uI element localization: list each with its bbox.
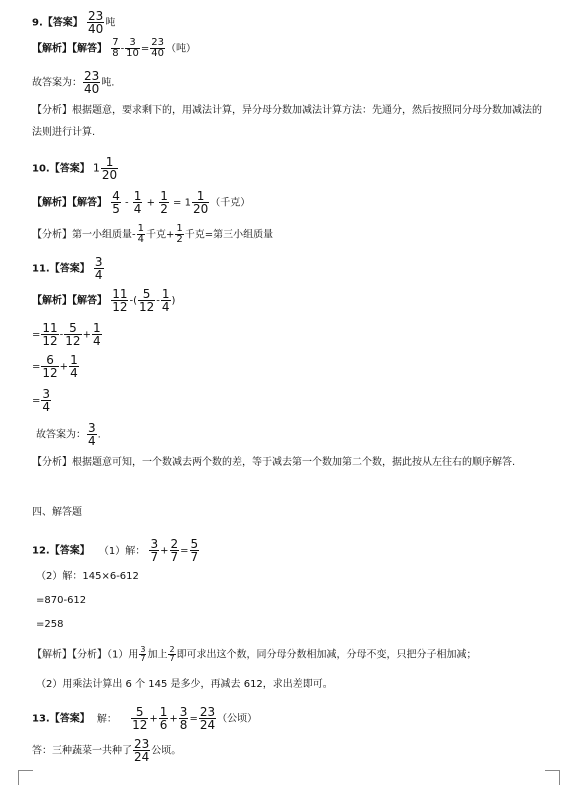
operator: =: [180, 545, 189, 557]
q11-answer-line: [32, 256, 105, 281]
operator: -: [156, 295, 160, 307]
operator: +: [82, 329, 91, 341]
fraction: $\frac{1}{4}$: [137, 223, 144, 245]
q11-analysis-line: [32, 288, 175, 313]
operator: +: [169, 713, 178, 725]
operator: -: [121, 197, 132, 209]
solve-label: 解：: [96, 713, 117, 725]
q9-analysis-line: [32, 38, 196, 59]
mixed-integer: 1: [92, 161, 100, 175]
q9-analysis-head: 【解析】【解答】: [32, 43, 107, 55]
q11-fenxi: 【分析】根据题意可知，一个数减去两个数的差，等于减去第一个数加第二个数，据此按从左往右的顺序解答.: [32, 457, 516, 468]
operator: =: [140, 43, 150, 55]
analysis-text: 【解析】【分析】（1）用: [32, 649, 139, 661]
q10-fenxi-line: [32, 224, 273, 245]
q11-so-line: [36, 422, 101, 447]
fraction: $\frac{1}{2}$: [160, 189, 168, 216]
fraction: $\frac{2}{7}$: [169, 645, 175, 663]
fenxi-text: 千克=第三小组质量: [184, 229, 274, 241]
operator: -(: [129, 295, 137, 307]
operator: = 1: [169, 197, 191, 209]
fraction: $\frac{1}{2}$: [176, 223, 183, 245]
q12-step1: =870-612: [36, 595, 87, 606]
q13-answer-head: 13.【答案】: [32, 713, 90, 725]
q10-answer-line: [32, 156, 119, 181]
section-heading: 四、解答题: [32, 507, 82, 518]
fraction: $\frac{2}{7}$: [170, 537, 179, 564]
answer-text: 答：三种蔬菜一共种了: [32, 745, 132, 757]
part-label: （1）解：: [98, 545, 146, 557]
fraction: $\frac{7}{8}$: [112, 37, 119, 59]
operator: +: [143, 197, 159, 209]
fraction: $\frac{5}{12}$: [65, 321, 81, 348]
fraction: $\frac{23}{24}$: [134, 737, 150, 764]
fraction: $\frac{23}{40}$: [151, 37, 165, 59]
q13-answer-sentence: [32, 738, 181, 763]
fraction: $\frac{4}{5}$: [112, 189, 120, 216]
q10-analysis-line: [32, 190, 250, 215]
fraction: $\frac{3}{10}$: [126, 37, 139, 59]
q12-answer-line: [32, 538, 200, 563]
q12-analysis2: （2）用乘法计算出 6 个 145 是多少，再减去 612，求出差即可。: [36, 679, 333, 690]
operator: -: [59, 329, 64, 341]
q9-answer-fraction: $\frac{23}{40}$: [87, 9, 104, 36]
unit: （千克）: [210, 197, 251, 209]
fraction: $\frac{11}{12}$: [112, 287, 128, 314]
fraction: $\frac{11}{12}$: [42, 321, 58, 348]
fenxi-text: 【分析】第一小组质量-: [32, 229, 136, 241]
q9-so-line: [32, 70, 114, 95]
so-text: 故答案为：: [32, 77, 82, 89]
fraction: $\frac{23}{40}$: [84, 69, 100, 96]
operator: +: [59, 361, 69, 373]
q12-answer-head: 12.【答案】: [32, 545, 90, 557]
fraction: $\frac{6}{12}$: [42, 353, 58, 380]
unit: 吨.: [101, 77, 115, 89]
fraction: $\frac{1}{20}$: [101, 155, 118, 182]
fraction: $\frac{3}{7}$: [140, 645, 146, 663]
so-end: .: [97, 429, 101, 441]
q9-fenxi: 【分析】根据题意，要求剩下的，用减法计算，异分母分数加减法计算方法：先通分，然后按照同分母分数加减法的法则进行计算.: [32, 105, 542, 138]
q10-answer-head: 10.【答案】: [32, 163, 90, 175]
fraction: $\frac{5}{7}$: [190, 537, 199, 564]
operator: +: [149, 713, 158, 725]
fraction: $\frac{5}{12}$: [138, 287, 155, 314]
page-corner-mark-right: [545, 770, 560, 785]
fraction: $\frac{3}{8}$: [179, 705, 188, 732]
fenxi-text: 千克+: [145, 229, 175, 241]
fraction: $\frac{1}{4}$: [133, 189, 142, 216]
q12-step2: =258: [36, 619, 64, 630]
fraction: $\frac{23}{24}$: [199, 705, 216, 732]
unit: （公顷）: [217, 713, 258, 725]
q11-answer-head: 11.【答案】: [32, 263, 90, 275]
analysis-text: 加上: [147, 649, 168, 661]
fraction: $\frac{3}{7}$: [150, 537, 159, 564]
fraction: $\frac{1}{4}$: [70, 353, 78, 380]
fraction: $\frac{3}{4}$: [42, 387, 51, 414]
q9-answer-line: [32, 10, 115, 35]
q11-step3: [32, 388, 52, 413]
q12-part2: （2）解：145×6-612: [36, 571, 139, 582]
operator: -: [120, 43, 125, 55]
q10-analysis-head: 【解析】【解答】: [32, 197, 107, 209]
page-corner-mark-left: [18, 770, 33, 785]
so-text: 故答案为：: [36, 429, 86, 441]
q11-step2: [32, 354, 80, 379]
q9-answer-head: 9.【答案】: [32, 17, 83, 29]
operator: =: [32, 395, 41, 407]
q11-step1: [32, 322, 103, 347]
q13-answer-line: [32, 706, 257, 731]
q12-analysis-line: [32, 646, 477, 663]
operator: ): [171, 295, 176, 307]
answer-text: 公顷。: [151, 745, 182, 757]
operator: =: [32, 329, 41, 341]
fraction: $\frac{5}{12}$: [132, 705, 148, 732]
fraction: $\frac{1}{6}$: [159, 705, 168, 732]
fraction: $\frac{1}{4}$: [92, 321, 101, 348]
operator: =: [32, 361, 41, 373]
operator: +: [160, 545, 169, 557]
q9-answer-unit: 吨: [105, 17, 116, 29]
fraction: $\frac{3}{4}$: [94, 255, 103, 282]
fraction: $\frac{1}{4}$: [161, 287, 170, 314]
fraction: $\frac{1}{20}$: [192, 189, 209, 216]
operator: =: [189, 713, 198, 725]
unit: （吨）: [166, 43, 197, 55]
analysis-text: 即可求出这个数，同分母分数相加减，分母不变，只把分子相加减；: [176, 649, 477, 661]
q11-analysis-head: 【解析】【解答】: [32, 295, 107, 307]
fraction: $\frac{3}{4}$: [88, 421, 96, 448]
